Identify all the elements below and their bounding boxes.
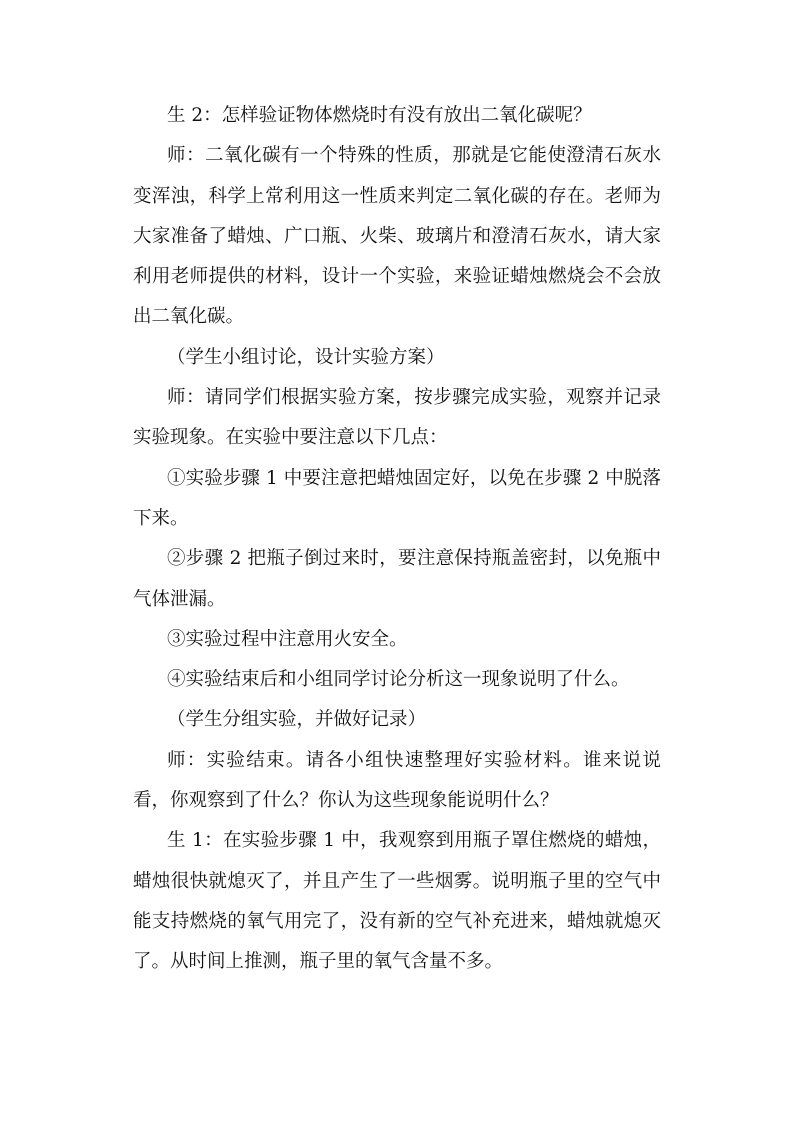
document-body (133, 96, 661, 983)
paragraph-note-2: ②步骤 2 把瓶子倒过来时，要注意保持瓶盖密封，以免瓶中气体泄漏。 (133, 548, 661, 610)
paragraph-teacher-instructions: 师：请同学们根据实验方案，按步骤完成实验，观察并记录实验现象。在实验中要注意以下几点： (133, 387, 661, 449)
paragraph-group-experiment: （学生分组实验，并做好记录） (167, 709, 427, 731)
paragraph-student1-answer: 生 1：在实验步骤 1 中，我观察到用瓶子罩住燃烧的蜡烛，蜡烛很快就熄灭了，并且产生了一些烟雾。说明瓶子里的空气中能支持燃烧的氧气用完了，没有新的空气补充进来，蜡烛就熄灭了。从时间上推测，瓶子里的氧气含量不多。 (133, 830, 661, 973)
paragraph-note-4: ④实验结束后和小组同学讨论分析这一现象说明了什么。 (167, 669, 630, 691)
paragraph-teacher-summary-question: 师：实验结束。请各小组快速整理好实验材料。谁来说说看，你观察到了什么？你认为这些现象能说明什么？ (133, 749, 661, 812)
paragraph-group-discussion: （学生小组讨论，设计实验方案） (167, 346, 445, 368)
paragraph-teacher-co2-intro: 师：二氧化碳有一个特殊的性质，那就是它能使澄清石灰水变浑浊，科学上常利用这一性质来判定二氧化碳的存在。老师为大家准备了蜡烛、广口瓶、火柴、玻璃片和澄清石灰水，请大家利用老师提供的材料，设计一个实验，来验证蜡烛燃烧会不会放出二氧化碳。 (133, 145, 661, 328)
paragraph-note-1: ①实验步骤 1 中要注意把蜡烛固定好，以免在步骤 2 中脱落下来。 (133, 467, 661, 529)
paragraph-note-3: ③实验过程中注意用火安全。 (167, 628, 408, 650)
paragraph-student2-question: 生 2：怎样验证物体燃烧时有没有放出二氧化碳呢？ (167, 105, 592, 126)
